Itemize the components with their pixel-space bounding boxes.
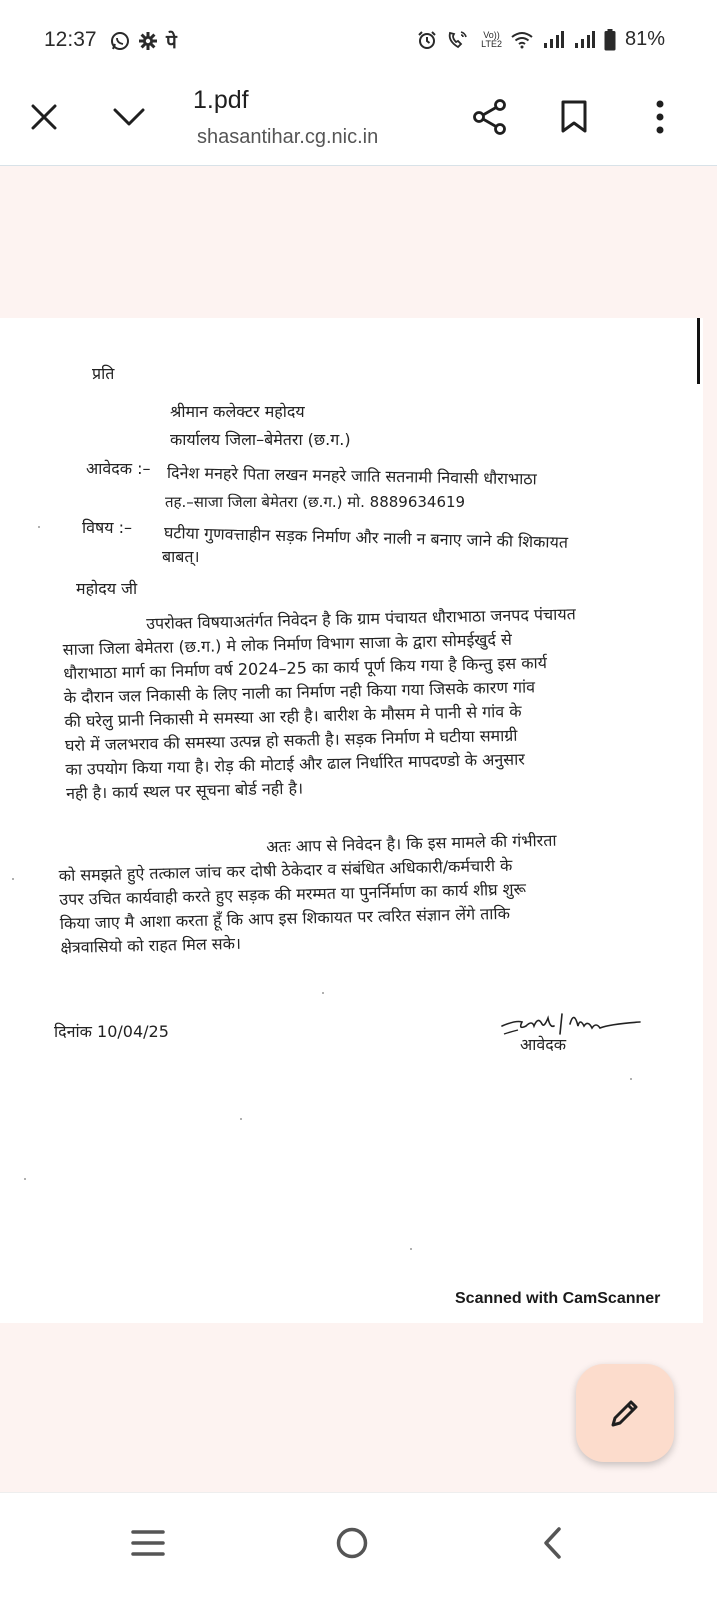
file-url: shasantihar.cg.nic.in — [197, 126, 379, 148]
recent-apps-button[interactable] — [118, 1513, 178, 1573]
body-paragraph-2 — [58, 827, 627, 960]
prati-label: प्रति — [92, 364, 115, 383]
edit-fab-button[interactable] — [576, 1364, 674, 1462]
scan-speck — [240, 1118, 242, 1120]
whatsapp-icon — [110, 31, 130, 51]
bookmark-icon — [560, 100, 588, 134]
back-button[interactable] — [522, 1513, 582, 1573]
para1-line: धौराभाठा मार्ग का निर्माण वर्ष 2024–25 का कार्य पूर्ण किय गया है किन्तु इस कार्य — [63, 653, 548, 683]
para1-line: नही है। कार्य स्थल पर सूचना बोर्ड नही है। — [65, 778, 304, 803]
camscanner-watermark: Scanned with CamScanner — [455, 1290, 661, 1307]
wifi-call-icon — [446, 30, 472, 50]
salutation: महोदय जी — [76, 579, 138, 598]
close-button[interactable] — [20, 93, 68, 141]
status-bar — [0, 0, 717, 80]
status-time: 12:37 — [44, 28, 97, 51]
page-edge — [697, 318, 700, 384]
collapse-button[interactable] — [105, 93, 153, 141]
para1-line: उपरोक्त विषयाअतंर्गत निवेदन है कि ग्राम पंचायत धौराभाठा जनपद पंचायत — [146, 604, 576, 634]
subject-line2: बाबत्। — [162, 547, 200, 566]
paytm-icon: पे — [166, 31, 177, 53]
addressee-line1: श्रीमान कलेक्टर महोदय — [170, 402, 305, 421]
letter-date: दिनांक 10/04/25 — [54, 1022, 169, 1041]
subject-line1: घटीया गुणवत्ताहीन सड़क निर्माण और नाली न बनाए जाने की शिकायत — [163, 523, 569, 552]
back-icon — [541, 1526, 563, 1560]
applicant-line2: तह.–साजा जिला बेमेतरा (छ.ग.) मो. 8889634619 — [165, 493, 466, 511]
lte-label: LTE2 — [481, 38, 502, 49]
chevron-down-icon — [113, 107, 145, 127]
scan-speck — [12, 878, 14, 880]
applicant-line1: दिनेश मनहरे पिता लखन मनहरे जाति सतनामी निवासी धौराभाठा — [166, 463, 537, 489]
scan-speck — [24, 1178, 26, 1180]
pencil-icon — [608, 1396, 642, 1430]
scan-speck — [38, 526, 40, 528]
file-title: 1.pdf — [193, 86, 249, 114]
scan-speck — [630, 1078, 632, 1080]
pdf-page[interactable] — [0, 318, 703, 1323]
system-nav-bar — [0, 1492, 717, 1600]
close-icon — [31, 104, 57, 130]
gear-icon — [138, 31, 158, 51]
body-paragraph-1 — [62, 601, 632, 806]
para1-line: की घरेलु प्रानी निकासी मे समस्या आ रही है। बारीश के मौसम मे पानी से गांव के — [64, 701, 522, 731]
home-button[interactable] — [322, 1513, 382, 1573]
home-icon — [335, 1526, 369, 1560]
wifi-icon — [511, 31, 533, 49]
para1-line: साजा जिला बेमेतरा (छ.ग.) मे लोक निर्माण विभाग साजा के द्वारा सोमईखुर्द से — [62, 629, 512, 659]
applicant-label: आवेदक :– — [86, 459, 151, 478]
more-vertical-icon — [655, 100, 665, 134]
signal-icon-sim2 — [573, 31, 595, 49]
para2-line: उपर उचित कार्यवाही करते हुए सड़क की मरम्मत या पुनर्निर्माण का कार्य शीघ्र शुरू — [59, 879, 527, 909]
share-button[interactable] — [466, 93, 514, 141]
status-right-icons — [417, 28, 665, 51]
volte-indicator — [481, 31, 502, 49]
para2-line: अतः आप से निवेदन है। कि इस मामले की गंभीरता — [265, 830, 557, 857]
para2-line: किया जाए मै आशा करता हूँ कि आप इस शिकायत पर त्वरित संज्ञान लेंगे ताकि — [59, 903, 511, 933]
scan-speck — [322, 992, 324, 994]
para1-line: के दौरान जल निकासी के लिए नाली का निर्माण नही किया गया जिसके कारण गांव — [63, 677, 536, 707]
alarm-icon — [417, 30, 437, 50]
subject-label: विषय :– — [82, 518, 133, 537]
battery-percent: 81% — [624, 28, 665, 50]
share-icon — [472, 99, 508, 135]
scan-speck — [410, 1248, 412, 1250]
signatory-label: आवेदक — [520, 1035, 567, 1054]
app-header — [0, 80, 717, 166]
status-left-icons — [110, 28, 177, 54]
signal-icon-sim1 — [542, 31, 564, 49]
more-options-button[interactable] — [636, 93, 684, 141]
recents-icon — [131, 1529, 165, 1557]
para1-line: घरो में जलभराव की समस्या उत्पन्न हो सकती है। सड़क निर्माण मे घटीया समाग्री — [64, 725, 518, 755]
para1-line: का उपयोग किया गया है। रोड़ की मोटाई और ढाल निर्धारित मापदण्डो के अनुसार — [65, 749, 526, 779]
addressee-line2: कार्यालय जिला–बेमेतरा (छ.ग.) — [170, 430, 351, 449]
para2-line: क्षेत्रवासियो को राहत मिल सके। — [60, 933, 242, 957]
battery-icon — [604, 29, 616, 51]
para2-line: को समझते हुऐ तत्काल जांच कर दोषी ठेकेदार व संबंधित अधिकारी/कर्मचारी के — [58, 855, 513, 885]
bookmark-button[interactable] — [550, 93, 598, 141]
volte-label: Vo)) — [483, 29, 500, 40]
